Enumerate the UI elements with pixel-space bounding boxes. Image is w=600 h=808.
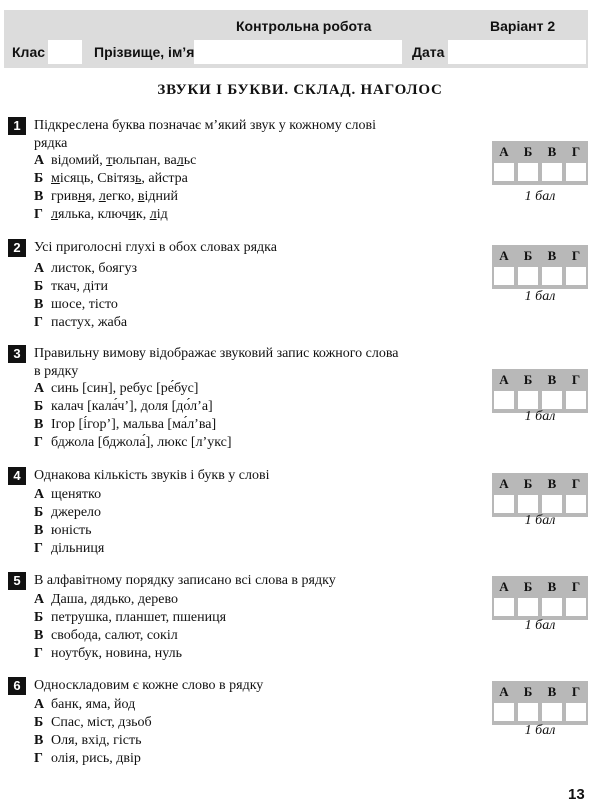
option-text: бджола [бджола́], люкс [л’укс]: [51, 435, 232, 450]
answer-letter: Б: [523, 372, 533, 387]
option-text: Ігор [і́гор’], мальва [ма́л’ва]: [51, 417, 217, 432]
date-label: Дата: [412, 44, 445, 60]
task-question: Усі приголосні глухі в обох словах рядка: [34, 240, 277, 255]
task-number: 2: [8, 239, 26, 257]
name-field[interactable]: [194, 40, 402, 64]
answer-grid: [492, 576, 588, 620]
option-letter: В: [34, 628, 44, 643]
answer-letter: Б: [523, 579, 533, 594]
answer-letter: Г: [571, 476, 581, 491]
option-text: Даша, дядько, дерево: [51, 592, 178, 607]
option-letter: Г: [34, 207, 43, 222]
option-letter: Б: [34, 610, 44, 625]
answer-box[interactable]: [542, 598, 562, 616]
answer-letter: Б: [523, 684, 533, 699]
score-label: 1 бал: [524, 513, 556, 528]
option-text: Оля, вхід, гість: [51, 733, 142, 748]
option-b[interactable]: [34, 279, 108, 295]
option-a[interactable]: [34, 487, 101, 503]
task-number: 3: [8, 345, 26, 363]
answer-letter: А: [499, 144, 509, 159]
answer-letter: В: [547, 144, 557, 159]
option-text: калач [кала́ч’], доля [до́л’а]: [51, 399, 213, 414]
score-label: 1 бал: [524, 409, 556, 424]
answer-box[interactable]: [566, 703, 586, 721]
answer-box[interactable]: [494, 391, 514, 409]
answer-grid: [492, 369, 588, 413]
answer-letter: Г: [571, 579, 581, 594]
answer-letter: А: [499, 579, 509, 594]
option-text: гривня, легко, відний: [51, 189, 178, 204]
answer-box[interactable]: [518, 267, 538, 285]
option-v[interactable]: [34, 733, 142, 749]
option-b[interactable]: [34, 171, 188, 187]
option-letter: А: [34, 592, 45, 607]
option-letter: Б: [34, 171, 44, 186]
option-text: олія, рись, двір: [51, 751, 141, 766]
answer-letter: Б: [523, 248, 533, 263]
answer-box[interactable]: [494, 703, 514, 721]
option-letter: Г: [34, 646, 43, 661]
answer-box[interactable]: [494, 163, 514, 181]
option-a[interactable]: [34, 261, 137, 277]
option-letter: Б: [34, 279, 44, 294]
name-label: Прізвище, ім’я: [94, 44, 195, 60]
option-text: пастух, жаба: [51, 315, 128, 330]
answer-letter: А: [499, 476, 509, 491]
task-number: 1: [8, 117, 26, 135]
answer-box[interactable]: [542, 495, 562, 513]
task-question: Підкреслена буква позначає м’який звук у кожному слові рядка: [34, 118, 376, 151]
answer-letter: Г: [571, 248, 581, 263]
option-text: юність: [51, 523, 92, 538]
option-text: дільниця: [51, 541, 105, 556]
option-h[interactable]: [34, 207, 168, 223]
option-a[interactable]: [34, 592, 178, 608]
answer-box[interactable]: [566, 598, 586, 616]
answer-box[interactable]: [494, 598, 514, 616]
answer-grid: [492, 681, 588, 725]
answer-box[interactable]: [566, 391, 586, 409]
option-text: ткач, діти: [51, 279, 109, 294]
task-question: В алфавітному порядку записано всі слова в рядку: [34, 573, 336, 588]
option-a[interactable]: [34, 381, 198, 397]
option-letter: А: [34, 697, 45, 712]
option-letter: В: [34, 733, 44, 748]
option-letter: Г: [34, 751, 43, 766]
option-letter: А: [34, 381, 45, 396]
option-text: щенятко: [51, 487, 102, 502]
answer-letter: В: [547, 476, 557, 491]
score-label: 1 бал: [524, 618, 556, 633]
option-letter: Б: [34, 505, 44, 520]
answer-box[interactable]: [566, 163, 586, 181]
option-v[interactable]: [34, 189, 178, 205]
task-number: 5: [8, 572, 26, 590]
answer-grid: [492, 473, 588, 517]
task-question: Односкладовим є кожне слово в рядку: [34, 678, 264, 693]
answer-letter: А: [499, 372, 509, 387]
option-text: місяць, Світязь, айстра: [51, 171, 188, 186]
option-text: петрушка, планшет, пшениця: [51, 610, 227, 625]
answer-letter: Г: [571, 144, 581, 159]
section-title: ЗВУКИ І БУКВИ. СКЛАД. НАГОЛОС: [157, 82, 443, 98]
answer-letter: Б: [523, 476, 533, 491]
page-number: 13: [568, 786, 585, 803]
answer-box[interactable]: [566, 267, 586, 285]
option-a[interactable]: [34, 697, 135, 713]
option-letter: А: [34, 261, 45, 276]
option-letter: А: [34, 153, 45, 168]
option-v[interactable]: [34, 523, 92, 539]
answer-box[interactable]: [494, 267, 514, 285]
option-letter: В: [34, 189, 44, 204]
task-question: Правильну вимову відображає звуковий запис кожного слова в рядку: [34, 346, 399, 379]
answer-box[interactable]: [518, 598, 538, 616]
option-b[interactable]: [34, 399, 213, 415]
option-b[interactable]: [34, 505, 101, 521]
option-h[interactable]: [34, 541, 104, 557]
option-b[interactable]: [34, 610, 226, 626]
option-text: банк, яма, йод: [51, 697, 136, 712]
answer-letter: Б: [523, 144, 533, 159]
answer-box[interactable]: [518, 163, 538, 181]
score-label: 1 бал: [524, 189, 556, 204]
option-letter: В: [34, 523, 44, 538]
answer-box[interactable]: [518, 703, 538, 721]
task-number: 4: [8, 467, 26, 485]
worksheet-header: [4, 10, 588, 68]
answer-letter: Г: [571, 684, 581, 699]
option-letter: А: [34, 487, 45, 502]
option-text: листок, боягуз: [51, 261, 137, 276]
answer-letter: В: [547, 579, 557, 594]
option-letter: В: [34, 297, 44, 312]
option-text: шосе, тісто: [51, 297, 118, 312]
option-text: Спас, міст, дзьоб: [51, 715, 152, 730]
score-label: 1 бал: [524, 723, 556, 738]
answer-grid: [492, 141, 588, 185]
option-letter: Б: [34, 399, 44, 414]
class-field[interactable]: [48, 40, 82, 64]
option-v[interactable]: [34, 297, 118, 313]
option-v[interactable]: [34, 628, 178, 644]
answer-box[interactable]: [542, 267, 562, 285]
option-text: відомий, тюльпан, вальс: [51, 153, 197, 168]
option-h[interactable]: [34, 751, 141, 767]
answer-letter: А: [499, 684, 509, 699]
option-letter: Г: [34, 435, 43, 450]
option-text: синь [син], ребус [ре́бус]: [51, 381, 199, 396]
answer-box[interactable]: [518, 391, 538, 409]
option-a[interactable]: [34, 153, 196, 169]
answer-box[interactable]: [542, 391, 562, 409]
answer-letter: В: [547, 372, 557, 387]
option-letter: Г: [34, 315, 43, 330]
answer-letter: Г: [571, 372, 581, 387]
answer-box[interactable]: [518, 495, 538, 513]
task-number: 6: [8, 677, 26, 695]
option-letter: В: [34, 417, 44, 432]
answer-letter: В: [547, 248, 557, 263]
option-h[interactable]: [34, 435, 232, 451]
answer-box[interactable]: [566, 495, 586, 513]
option-letter: Б: [34, 715, 44, 730]
option-b[interactable]: [34, 715, 152, 731]
task-question: Однакова кількість звуків і букв у слові: [34, 468, 270, 483]
option-text: свобода, салют, сокіл: [51, 628, 178, 643]
answer-box[interactable]: [542, 703, 562, 721]
worksheet-title: Контрольна робота: [236, 18, 372, 34]
score-label: 1 бал: [524, 289, 556, 304]
option-text: джерело: [51, 505, 102, 520]
option-v[interactable]: [34, 417, 216, 433]
date-field[interactable]: [448, 40, 586, 64]
answer-letter: В: [547, 684, 557, 699]
option-text: ноутбук, новина, нуль: [51, 646, 183, 661]
option-h[interactable]: [34, 315, 127, 331]
class-label: Клас: [12, 44, 46, 60]
answer-grid: [492, 245, 588, 289]
option-h[interactable]: [34, 646, 182, 662]
option-letter: Г: [34, 541, 43, 556]
variant-label: Варіант 2: [490, 18, 556, 34]
option-text: лялька, ключик, лід: [51, 207, 168, 222]
answer-box[interactable]: [494, 495, 514, 513]
answer-box[interactable]: [542, 163, 562, 181]
answer-letter: А: [499, 248, 509, 263]
